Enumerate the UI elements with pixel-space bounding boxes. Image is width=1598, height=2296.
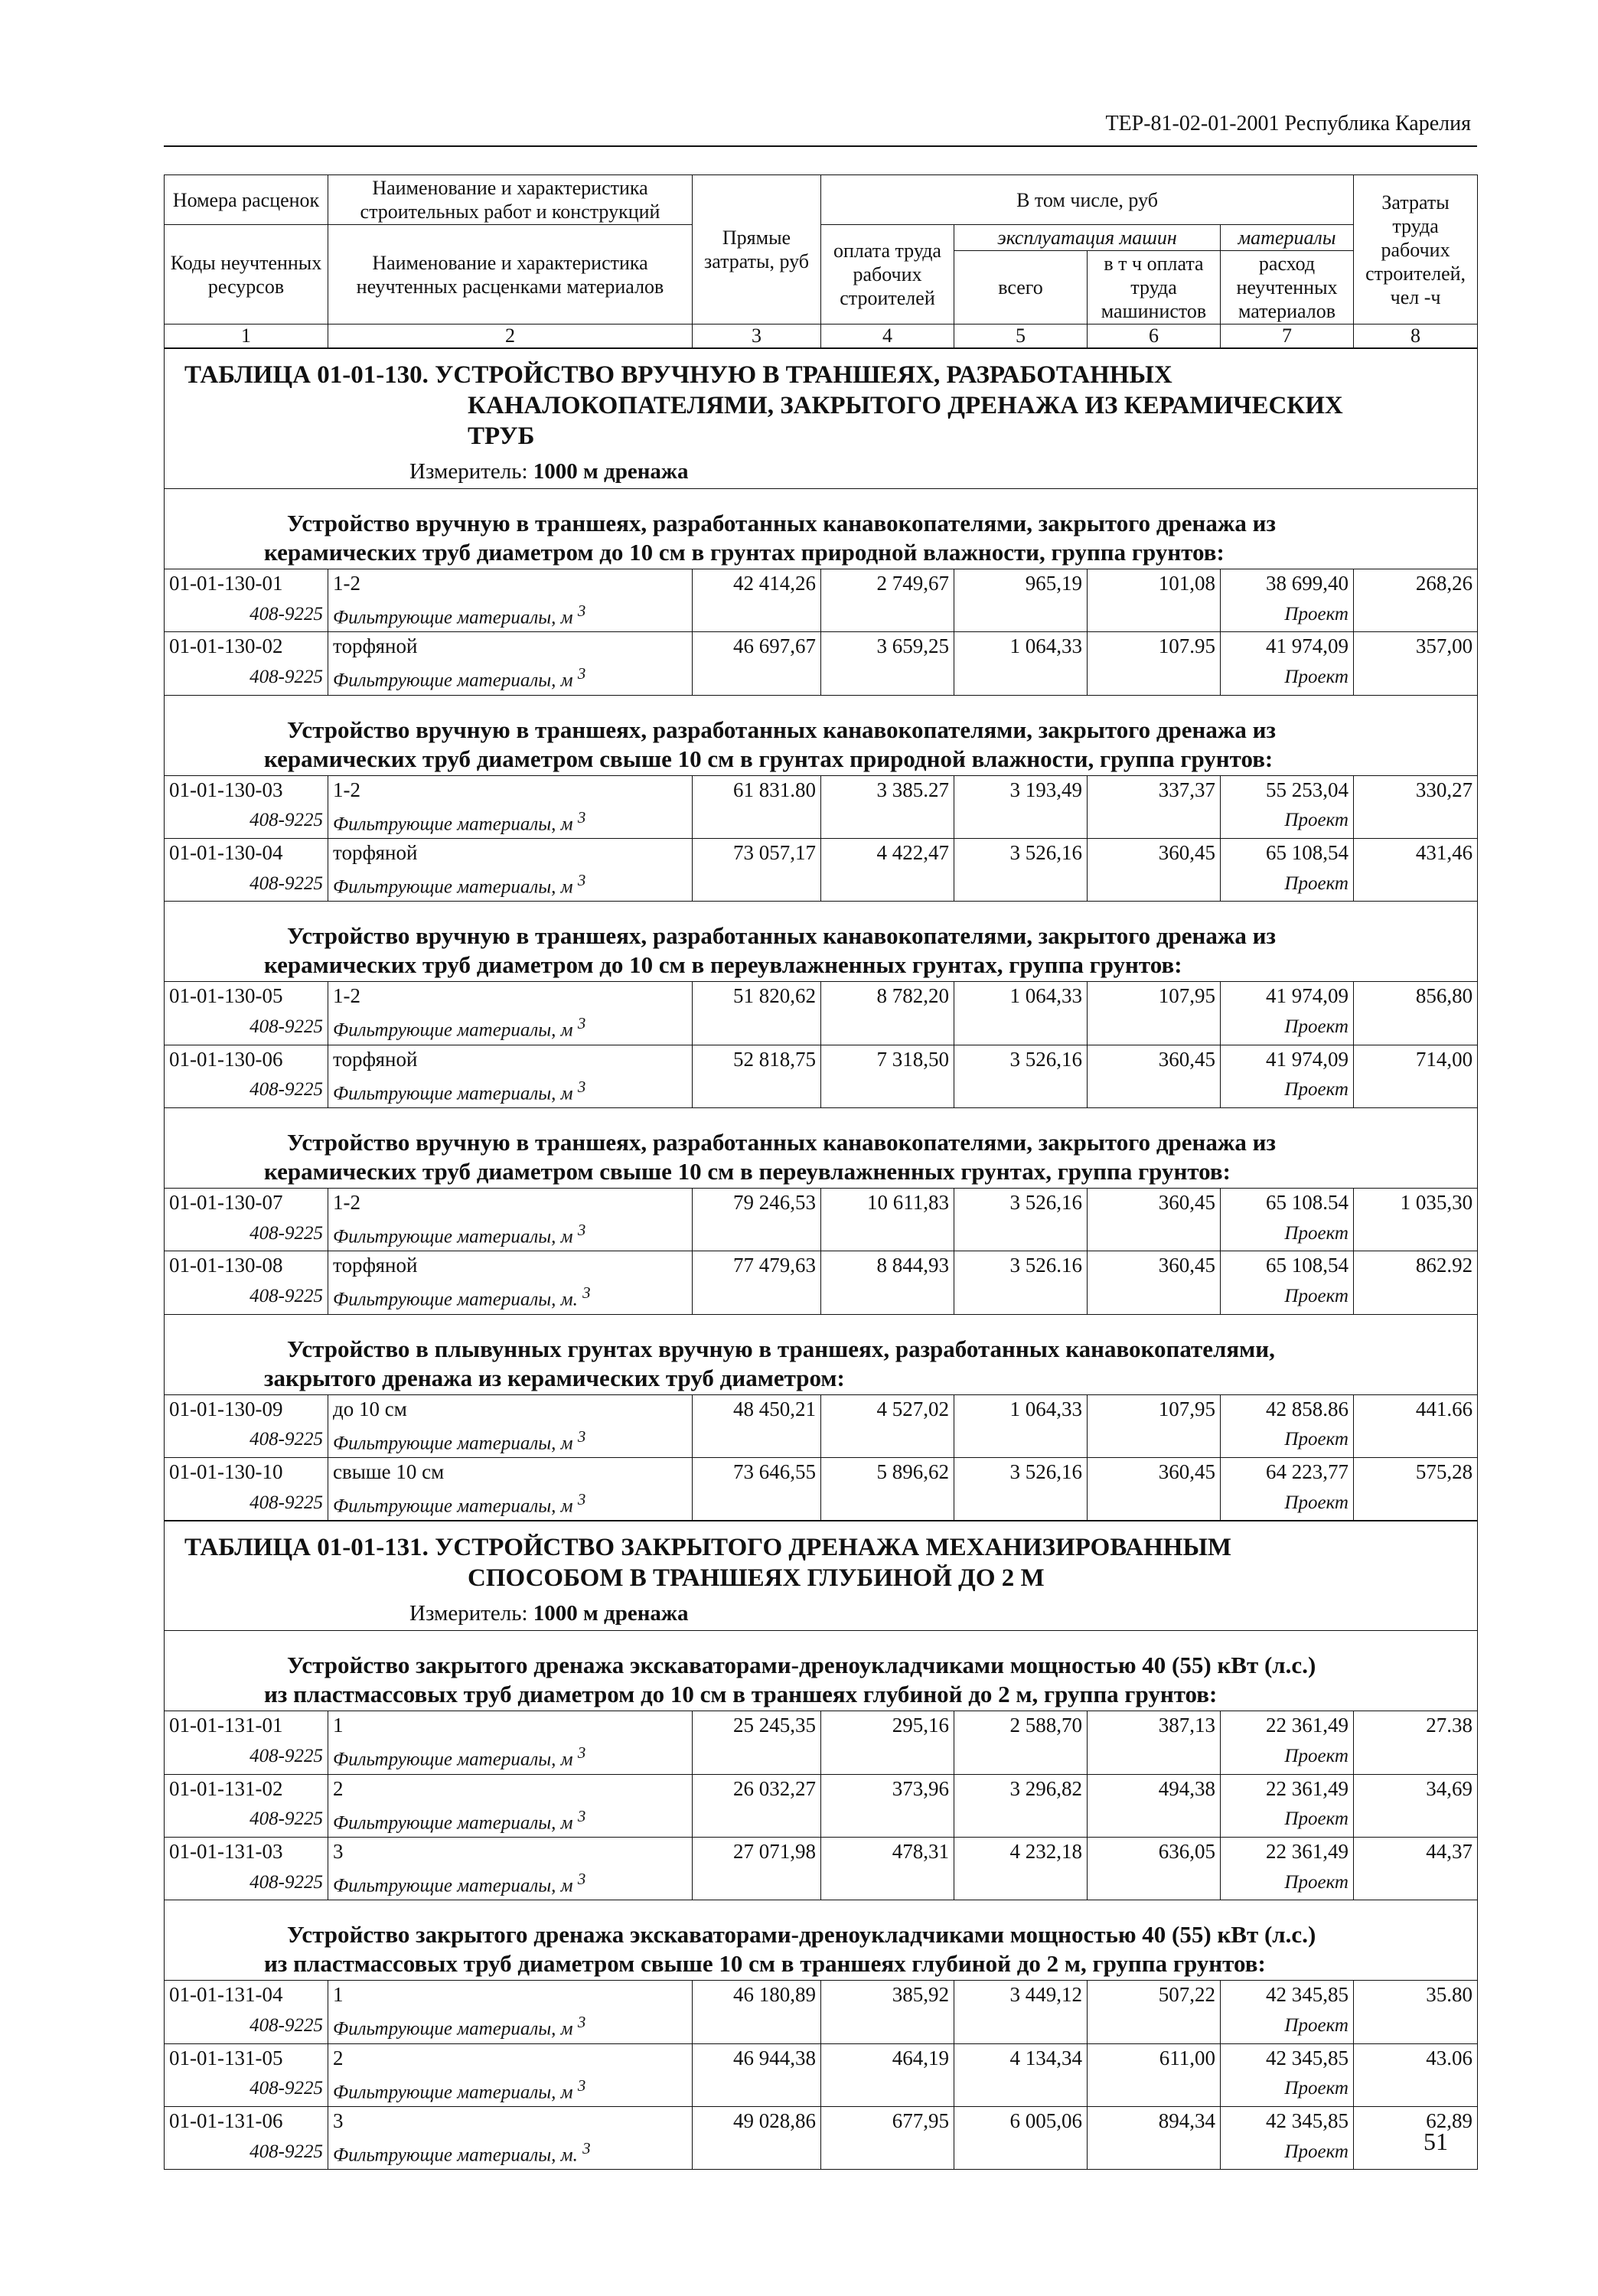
table-row xyxy=(165,2106,1478,2135)
table-row-material xyxy=(165,1739,1478,1774)
materials-cost: 41 974,09 xyxy=(1221,632,1354,660)
materials-cost: 65 108.54 xyxy=(1221,1188,1354,1216)
project-note: Проект xyxy=(1221,2135,1354,2170)
table-row-material xyxy=(165,866,1478,902)
resource-code: 408-9225 xyxy=(165,660,328,695)
col8: Затраты труда рабочих строителей, чел -ч xyxy=(1354,175,1478,325)
machines-total: 965,19 xyxy=(954,569,1088,598)
group-heading: Устройство вручную в траншеях, разработанных канавокопателями, закрытого дренажа из керамических труб диаметром свыше 10 см в грунтах природной влажности, группа грунтов: xyxy=(165,695,1478,775)
machinist-pay: 360,45 xyxy=(1088,838,1221,866)
resource-code: 408-9225 xyxy=(165,597,328,632)
direct-costs: 49 028,86 xyxy=(693,2106,821,2135)
labor-hours: 856,80 xyxy=(1354,982,1478,1010)
machinist-pay: 611,00 xyxy=(1088,2043,1221,2072)
page-number: 51 xyxy=(1424,2128,1448,2155)
table-row xyxy=(165,1394,1478,1423)
table-row xyxy=(165,838,1478,866)
resource-code: 408-9225 xyxy=(165,1073,328,1108)
labor-hours: 43.06 xyxy=(1354,2043,1478,2072)
table-title: ТАБЛИЦА 01-01-130. УСТРОЙСТВО ВРУЧНУЮ В ТРАНШЕЯХ, РАЗРАБОТАННЫХ КАНАЛОКОПАТЕЛЯМИ, ЗАКРЫТОГО ДРЕНАЖА ИЗ КЕРАМИЧЕСКИХ ТРУБ xyxy=(165,349,1478,455)
resource-code: 408-9225 xyxy=(165,804,328,839)
table-row-material xyxy=(165,1423,1478,1458)
work-name: 1-2 xyxy=(328,569,693,598)
measure-unit: Измеритель: 1000 м дренажа xyxy=(165,455,1478,489)
project-note: Проект xyxy=(1221,1802,1354,1838)
resource-code: 408-9225 xyxy=(165,2008,328,2043)
direct-costs: 52 818,75 xyxy=(693,1045,821,1073)
table-row-material xyxy=(165,1865,1478,1900)
table-row xyxy=(165,632,1478,660)
labor-pay: 8 844,93 xyxy=(821,1251,954,1280)
group-heading: Устройство в плывунных грунтах вручную в траншеях, разработанных канавокопателями, закрытого дренажа из керамических труб диаметром: xyxy=(165,1314,1478,1394)
direct-costs: 26 032,27 xyxy=(693,1774,821,1802)
resource-code: 408-9225 xyxy=(165,1486,328,1521)
materials-cost: 38 699,40 xyxy=(1221,569,1354,598)
rate-code: 01-01-130-10 xyxy=(165,1457,328,1486)
machines-total: 4 134,34 xyxy=(954,2043,1088,2072)
table-row xyxy=(165,775,1478,804)
table-row xyxy=(165,1045,1478,1073)
rate-code: 01-01-130-06 xyxy=(165,1045,328,1073)
machines-total: 2 588,70 xyxy=(954,1711,1088,1740)
project-note: Проект xyxy=(1221,1216,1354,1251)
material-name: Фильтрующие материалы, м. $^3$ xyxy=(328,2135,693,2170)
labor-pay: 295,16 xyxy=(821,1711,954,1740)
machinist-pay: 894,34 xyxy=(1088,2106,1221,2135)
rate-code: 01-01-131-06 xyxy=(165,2106,328,2135)
work-name: 2 xyxy=(328,2043,693,2072)
work-name: торфяной xyxy=(328,1045,693,1073)
material-name: Фильтрующие материалы, м $^3$ xyxy=(328,660,693,695)
machinist-pay: 636,05 xyxy=(1088,1837,1221,1865)
col7: расход неучтенных материалов xyxy=(1221,251,1354,325)
labor-hours: 1 035,30 xyxy=(1354,1188,1478,1216)
project-note: Проект xyxy=(1221,2008,1354,2043)
incl-header: В том числе, руб xyxy=(821,175,1354,225)
direct-costs: 79 246,53 xyxy=(693,1188,821,1216)
labor-hours: 27.38 xyxy=(1354,1711,1478,1740)
material-name: Фильтрующие материалы, м $^3$ xyxy=(328,597,693,632)
resource-code: 408-9225 xyxy=(165,866,328,902)
work-name: 3 xyxy=(328,1837,693,1865)
machines-total: 3 526.16 xyxy=(954,1251,1088,1280)
material-name: Фильтрующие материалы, м $^3$ xyxy=(328,1486,693,1521)
machines-total: 3 526,16 xyxy=(954,838,1088,866)
labor-hours: 714,00 xyxy=(1354,1045,1478,1073)
work-name: 1-2 xyxy=(328,775,693,804)
machinist-pay: 387,13 xyxy=(1088,1711,1221,1740)
material-name: Фильтрующие материалы, м $^3$ xyxy=(328,1739,693,1774)
rate-code: 01-01-131-05 xyxy=(165,2043,328,2072)
work-name: до 10 см xyxy=(328,1394,693,1423)
direct-costs: 77 479,63 xyxy=(693,1251,821,1280)
col3: Прямые затраты, руб xyxy=(693,175,821,325)
rate-code: 01-01-131-02 xyxy=(165,1774,328,1802)
col6: в т ч оплата труда машинистов xyxy=(1088,251,1221,325)
work-name: 1-2 xyxy=(328,982,693,1010)
table-row-material xyxy=(165,1279,1478,1314)
resource-code: 408-9225 xyxy=(165,2072,328,2107)
machines-total: 3 526,16 xyxy=(954,1457,1088,1486)
resource-code: 408-9225 xyxy=(165,1279,328,1314)
labor-pay: 478,31 xyxy=(821,1837,954,1865)
work-name: 1-2 xyxy=(328,1188,693,1216)
labor-pay: 3 385.27 xyxy=(821,775,954,804)
project-note: Проект xyxy=(1221,804,1354,839)
labor-hours: 35.80 xyxy=(1354,1981,1478,2009)
table-row xyxy=(165,982,1478,1010)
project-note: Проект xyxy=(1221,1009,1354,1045)
work-name: торфяной xyxy=(328,632,693,660)
page-header: ТЕР-81-02-01-2001 Республика Карелия xyxy=(1105,112,1471,135)
project-note: Проект xyxy=(1221,1423,1354,1458)
col1-top: Номера расценок xyxy=(165,175,328,225)
table-row xyxy=(165,2043,1478,2072)
machinist-pay: 107,95 xyxy=(1088,1394,1221,1423)
labor-pay: 677,95 xyxy=(821,2106,954,2135)
materials-cost: 42 345,85 xyxy=(1221,1981,1354,2009)
machinist-pay: 107.95 xyxy=(1088,632,1221,660)
direct-costs: 61 831.80 xyxy=(693,775,821,804)
work-name: свыше 10 см xyxy=(328,1457,693,1486)
project-note: Проект xyxy=(1221,1279,1354,1314)
table-row-material xyxy=(165,2135,1478,2170)
col5: всего xyxy=(954,251,1088,325)
labor-hours: 44,37 xyxy=(1354,1837,1478,1865)
labor-pay: 464,19 xyxy=(821,2043,954,2072)
labor-pay: 10 611,83 xyxy=(821,1188,954,1216)
table-row xyxy=(165,1251,1478,1280)
project-note: Проект xyxy=(1221,1073,1354,1108)
materials-cost: 42 858.86 xyxy=(1221,1394,1354,1423)
direct-costs: 73 646,55 xyxy=(693,1457,821,1486)
project-note: Проект xyxy=(1221,1739,1354,1774)
table-row xyxy=(165,1711,1478,1740)
group-heading: Устройство вручную в траншеях, разработанных канавокопателями, закрытого дренажа из керамических труб диаметром до 10 см в грунтах природной влажности, группа грунтов: xyxy=(165,489,1478,569)
machines-header: эксплуатация машин xyxy=(954,225,1221,251)
material-name: Фильтрующие материалы, м $^3$ xyxy=(328,1423,693,1458)
machines-total: 6 005,06 xyxy=(954,2106,1088,2135)
rate-code: 01-01-131-01 xyxy=(165,1711,328,1740)
col4: оплата труда рабочих строителей xyxy=(821,225,954,325)
machinist-pay: 101,08 xyxy=(1088,569,1221,598)
material-name: Фильтрующие материалы, м. $^3$ xyxy=(328,1279,693,1314)
direct-costs: 42 414,26 xyxy=(693,569,821,598)
materials-cost: 55 253,04 xyxy=(1221,775,1354,804)
table-row-material xyxy=(165,1073,1478,1108)
table-title: ТАБЛИЦА 01-01-131. УСТРОЙСТВО ЗАКРЫТОГО ДРЕНАЖА МЕХАНИЗИРОВАННЫМ СПОСОБОМ В ТРАНШЕЯХ ГЛУБИНОЙ ДО 2 М xyxy=(165,1521,1478,1597)
work-name: торфяной xyxy=(328,838,693,866)
direct-costs: 48 450,21 xyxy=(693,1394,821,1423)
labor-hours: 441.66 xyxy=(1354,1394,1478,1423)
rate-code: 01-01-130-07 xyxy=(165,1188,328,1216)
header-table xyxy=(164,174,1478,348)
materials-cost: 41 974,09 xyxy=(1221,1045,1354,1073)
labor-pay: 3 659,25 xyxy=(821,632,954,660)
work-name: 2 xyxy=(328,1774,693,1802)
table-row xyxy=(165,569,1478,598)
machinist-pay: 337,37 xyxy=(1088,775,1221,804)
resource-code: 408-9225 xyxy=(165,1009,328,1045)
material-name: Фильтрующие материалы, м $^3$ xyxy=(328,1216,693,1251)
labor-pay: 5 896,62 xyxy=(821,1457,954,1486)
project-note: Проект xyxy=(1221,866,1354,902)
table-row-material xyxy=(165,2072,1478,2107)
machines-total: 4 232,18 xyxy=(954,1837,1088,1865)
direct-costs: 46 180,89 xyxy=(693,1981,821,2009)
labor-hours: 862.92 xyxy=(1354,1251,1478,1280)
rate-code: 01-01-130-03 xyxy=(165,775,328,804)
labor-pay: 7 318,50 xyxy=(821,1045,954,1073)
table-row xyxy=(165,1837,1478,1865)
table-row-material xyxy=(165,2008,1478,2043)
work-name: 1 xyxy=(328,1711,693,1740)
materials-cost: 64 223,77 xyxy=(1221,1457,1354,1486)
col1-bottom: Коды неучтенных ресурсов xyxy=(165,225,328,325)
project-note: Проект xyxy=(1221,1865,1354,1900)
document-body xyxy=(164,174,1477,2170)
rate-code: 01-01-131-04 xyxy=(165,1981,328,2009)
labor-hours: 575,28 xyxy=(1354,1457,1478,1486)
rate-code: 01-01-131-03 xyxy=(165,1837,328,1865)
resource-code: 408-9225 xyxy=(165,1216,328,1251)
project-note: Проект xyxy=(1221,2072,1354,2107)
material-name: Фильтрующие материалы, м $^3$ xyxy=(328,1865,693,1900)
labor-hours: 357,00 xyxy=(1354,632,1478,660)
machines-total: 3 526,16 xyxy=(954,1188,1088,1216)
work-name: 3 xyxy=(328,2106,693,2135)
labor-hours: 62,89 xyxy=(1354,2106,1478,2135)
project-note: Проект xyxy=(1221,597,1354,632)
labor-pay: 385,92 xyxy=(821,1981,954,2009)
machinist-pay: 507,22 xyxy=(1088,1981,1221,2009)
table-row-material xyxy=(165,597,1478,632)
labor-hours: 431,46 xyxy=(1354,838,1478,866)
materials-cost: 65 108,54 xyxy=(1221,838,1354,866)
labor-hours: 34,69 xyxy=(1354,1774,1478,1802)
table-row-material xyxy=(165,1486,1478,1521)
materials-cost: 41 974,09 xyxy=(1221,982,1354,1010)
material-name: Фильтрующие материалы, м $^3$ xyxy=(328,866,693,902)
labor-pay: 8 782,20 xyxy=(821,982,954,1010)
materials-cost: 22 361,49 xyxy=(1221,1711,1354,1740)
resource-code: 408-9225 xyxy=(165,2135,328,2170)
material-name: Фильтрующие материалы, м $^3$ xyxy=(328,2072,693,2107)
materials-cost: 65 108,54 xyxy=(1221,1251,1354,1280)
group-heading: Устройство закрытого дренажа экскаваторами-дреноукладчиками мощностью 40 (55) кВт (л.с.) из пластмассовых труб диаметром до 10 см в траншеях глубиной до 2 м, группа грунтов: xyxy=(165,1631,1478,1711)
labor-pay: 2 749,67 xyxy=(821,569,954,598)
machinist-pay: 360,45 xyxy=(1088,1251,1221,1280)
material-name: Фильтрующие материалы, м $^3$ xyxy=(328,2008,693,2043)
table-row-material xyxy=(165,660,1478,695)
table-row xyxy=(165,1457,1478,1486)
rate-code: 01-01-130-08 xyxy=(165,1251,328,1280)
machines-total: 3 193,49 xyxy=(954,775,1088,804)
material-name: Фильтрующие материалы, м $^3$ xyxy=(328,1802,693,1838)
col2-top: Наименование и характеристика строительных работ и конструкций xyxy=(328,175,693,225)
machines-total: 3 449,12 xyxy=(954,1981,1088,2009)
labor-pay: 373,96 xyxy=(821,1774,954,1802)
material-name: Фильтрующие материалы, м $^3$ xyxy=(328,804,693,839)
direct-costs: 25 245,35 xyxy=(693,1711,821,1740)
materials-cost: 42 345,85 xyxy=(1221,2106,1354,2135)
machinist-pay: 360,45 xyxy=(1088,1457,1221,1486)
resource-code: 408-9225 xyxy=(165,1739,328,1774)
labor-pay: 4 527,02 xyxy=(821,1394,954,1423)
machines-total: 1 064,33 xyxy=(954,632,1088,660)
materials-cost: 42 345,85 xyxy=(1221,2043,1354,2072)
table-130 xyxy=(164,348,1478,1521)
group-heading: Устройство вручную в траншеях, разработанных канавокопателями, закрытого дренажа из керамических труб диаметром до 10 см в переувлажненных грунтах, группа грунтов: xyxy=(165,902,1478,982)
materials-cost: 22 361,49 xyxy=(1221,1774,1354,1802)
rate-code: 01-01-130-02 xyxy=(165,632,328,660)
material-name: Фильтрующие материалы, м $^3$ xyxy=(328,1009,693,1045)
work-name: торфяной xyxy=(328,1251,693,1280)
work-name: 1 xyxy=(328,1981,693,2009)
table-row xyxy=(165,1981,1478,2009)
rate-code: 01-01-130-05 xyxy=(165,982,328,1010)
labor-hours: 330,27 xyxy=(1354,775,1478,804)
machines-total: 3 296,82 xyxy=(954,1774,1088,1802)
rate-code: 01-01-130-04 xyxy=(165,838,328,866)
resource-code: 408-9225 xyxy=(165,1802,328,1838)
machines-total: 3 526,16 xyxy=(954,1045,1088,1073)
header-rule xyxy=(164,145,1477,147)
direct-costs: 46 697,67 xyxy=(693,632,821,660)
column-numbers: 1 2 3 4 5 6 7 8 xyxy=(165,325,1478,348)
table-131 xyxy=(164,1521,1478,2170)
rate-code: 01-01-130-09 xyxy=(165,1394,328,1423)
table-row-material xyxy=(165,804,1478,839)
direct-costs: 73 057,17 xyxy=(693,838,821,866)
machines-total: 1 064,33 xyxy=(954,1394,1088,1423)
table-row xyxy=(165,1774,1478,1802)
table-row-material xyxy=(165,1802,1478,1838)
resource-code: 408-9225 xyxy=(165,1423,328,1458)
direct-costs: 46 944,38 xyxy=(693,2043,821,2072)
table-row-material xyxy=(165,1009,1478,1045)
materials-header: материалы xyxy=(1221,225,1354,251)
material-name: Фильтрующие материалы, м $^3$ xyxy=(328,1073,693,1108)
project-note: Проект xyxy=(1221,1486,1354,1521)
machines-total: 1 064,33 xyxy=(954,982,1088,1010)
rate-code: 01-01-130-01 xyxy=(165,569,328,598)
table-row xyxy=(165,1188,1478,1216)
labor-hours: 268,26 xyxy=(1354,569,1478,598)
group-heading: Устройство закрытого дренажа экскаваторами-дреноукладчиками мощностью 40 (55) кВт (л.с.) из пластмассовых труб диаметром свыше 10 см в траншеях глубиной до 2 м, группа грунтов: xyxy=(165,1900,1478,1981)
machinist-pay: 360,45 xyxy=(1088,1188,1221,1216)
table-row-material xyxy=(165,1216,1478,1251)
machinist-pay: 107,95 xyxy=(1088,982,1221,1010)
labor-pay: 4 422,47 xyxy=(821,838,954,866)
col2-bottom: Наименование и характеристика неучтенных расценками материалов xyxy=(328,225,693,325)
group-heading: Устройство вручную в траншеях, разработанных канавокопателями, закрытого дренажа из керамических труб диаметром свыше 10 см в переувлажненных грунтах, группа грунтов: xyxy=(165,1107,1478,1188)
direct-costs: 27 071,98 xyxy=(693,1837,821,1865)
materials-cost: 22 361,49 xyxy=(1221,1837,1354,1865)
direct-costs: 51 820,62 xyxy=(693,982,821,1010)
machinist-pay: 360,45 xyxy=(1088,1045,1221,1073)
resource-code: 408-9225 xyxy=(165,1865,328,1900)
project-note: Проект xyxy=(1221,660,1354,695)
machinist-pay: 494,38 xyxy=(1088,1774,1221,1802)
measure-unit: Измеритель: 1000 м дренажа xyxy=(165,1596,1478,1631)
